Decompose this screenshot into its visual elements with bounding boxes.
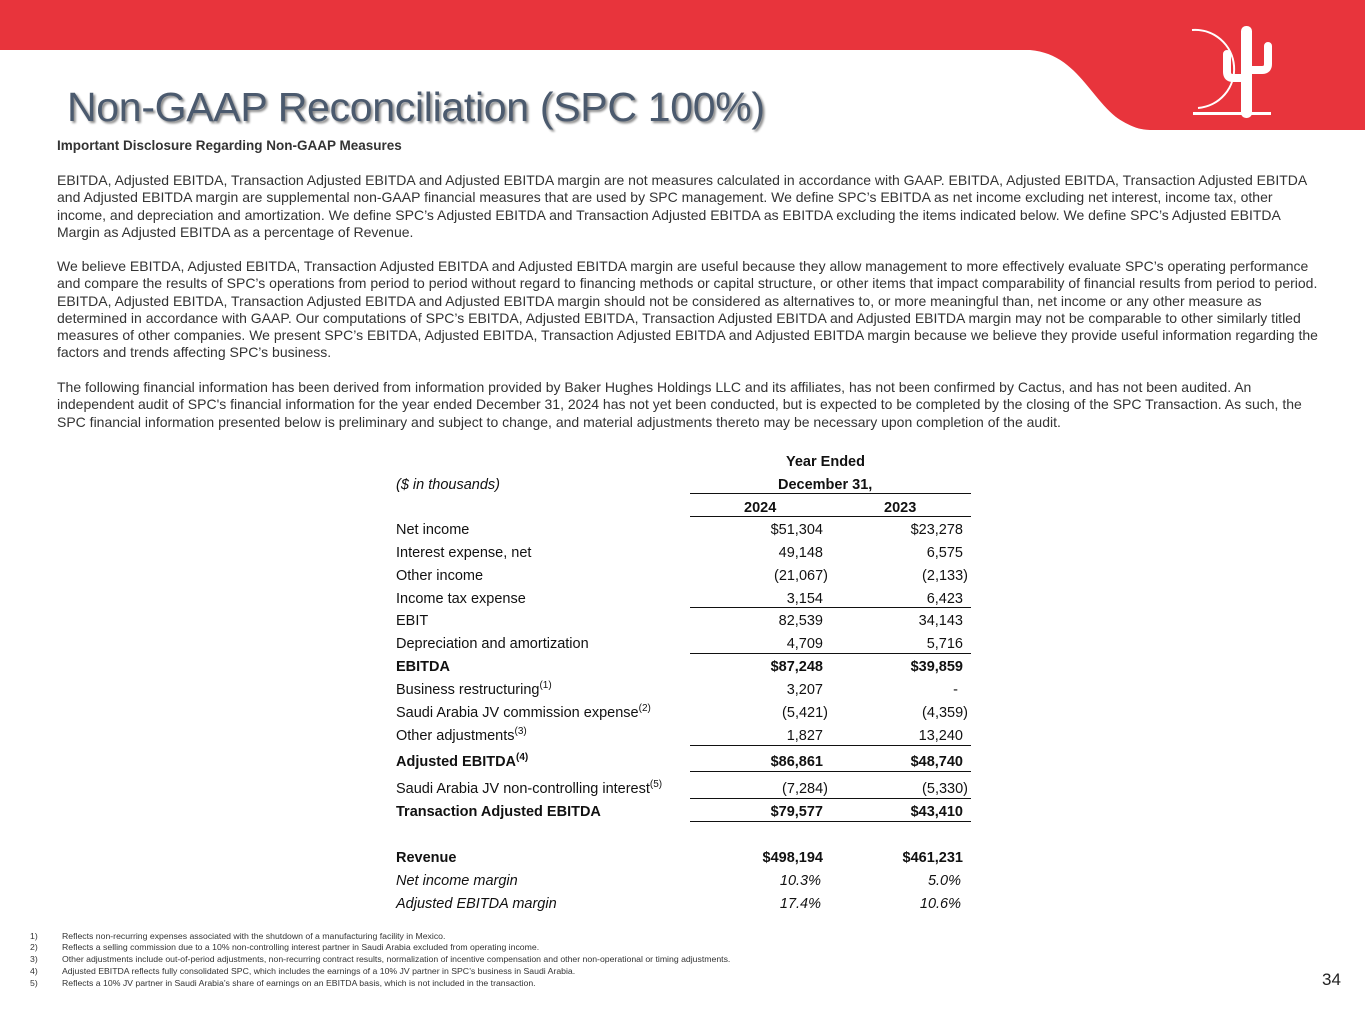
disclosure-heading: Important Disclosure Regarding Non-GAAP Measures — [57, 138, 402, 153]
row-label: Net income — [396, 522, 470, 538]
row-label-transaction-adjusted-ebitda: Transaction Adjusted EBITDA — [396, 804, 601, 820]
footnote-text: Reflects a 10% JV partner in Saudi Arabia’s share of earnings on an EBITDA basis, which is not included in the transaction. — [62, 978, 536, 988]
cell-2024: $79,577 — [770, 804, 823, 820]
cell-2024: (5,421) — [782, 705, 828, 721]
cell-2023: $461,231 — [902, 850, 963, 866]
cell-2024: 49,148 — [778, 545, 823, 561]
cell-2024: 17.4% — [779, 896, 821, 912]
cell-2024: 4,709 — [786, 636, 823, 652]
cell-2023: (4,359) — [922, 705, 968, 721]
page-title: Non-GAAP Reconciliation (SPC 100%) — [67, 84, 765, 130]
disclosure-paragraph: EBITDA, Adjusted EBITDA, Transaction Adjusted EBITDA and Adjusted EBITDA margin are not measures calculated in accordance with GAAP. EBITDA, Adjusted EBITDA, Transaction Adjusted EBITDA and Adjusted EBITDA margin are supplemental non-GAAP financial measures that are used by SPC management. We define SPC’s EBITDA as net income excluding net interest, income tax, other income, and depreciation and amortization. We define SPC’s Adjusted EBITDA and Transaction Adjusted EBITDA as EBITDA excluding the items indicated below. We define SPC’s Adjusted EBITDA Margin as Adjusted EBITDA as a percentage of Revenue. — [57, 172, 1307, 240]
cell-2023: $39,859 — [910, 659, 963, 675]
footnote-ref: (2) — [638, 703, 651, 714]
row-label: Other income — [396, 568, 484, 584]
cell-2023: (5,330) — [922, 781, 968, 797]
cell-2023: 5,716 — [926, 636, 963, 652]
year-header-2023: 2023 — [884, 500, 917, 516]
cell-2024: 3,154 — [786, 591, 823, 607]
cell-2024: $86,861 — [770, 754, 823, 770]
total-rule — [690, 821, 971, 822]
row-label-ebitda: EBITDA — [396, 659, 450, 675]
units-label: ($ in thousands) — [396, 477, 500, 493]
row-label: Saudi Arabia JV commission expense$^{(2)}$ — [396, 703, 651, 721]
footnote-text: Adjusted EBITDA reflects fully consolidated SPC, which includes the earnings of a 10% JV partner in SPC’s business in Saudi Arabia. — [62, 966, 576, 976]
subtotal-rule — [690, 771, 971, 772]
page-number: 34 — [1322, 970, 1341, 989]
footnote-text: Other adjustments include out-of-period adjustments, non-recurring contract results, normalization of incentive compensation and other non-operational or timing adjustments. — [62, 954, 731, 964]
cell-2024: (21,067) — [773, 568, 828, 584]
footnote-text: Reflects a selling commission due to a 10% non-controlling interest partner in Saudi Arabia excluded from operating income. — [62, 942, 540, 952]
disclosure-paragraph: We believe EBITDA, Adjusted EBITDA, Transaction Adjusted EBITDA and Adjusted EBITDA margin are useful because they allow management to more effectively evaluate SPC’s operating performance and compare the results of SPC’s operations from period to period without regard to financing methods or capital structure, or other items that impact comparability of financial results from period to period. EBITDA, Adjusted EBITDA, Transaction Adjusted EBITDA and Adjusted EBITDA margin should not be considered as alternatives to, or more meaningful than, net income or any other measure as determined in accordance with GAAP. Our computations of SPC’s EBITDA, Adjusted EBITDA, Transaction Adjusted EBITDA and Adjusted EBITDA margin may not be comparable to other similarly titled measures of other companies. We present SPC’s EBITDA, Adjusted EBITDA, Transaction Adjusted EBITDA and Adjusted EBITDA margin because we believe they provide useful information regarding the factors and trends affecting SPC’s business. — [57, 258, 1318, 361]
row-label: EBIT — [396, 613, 429, 629]
cell-2023: 10.6% — [919, 896, 961, 912]
footnote-number: 5) — [30, 978, 38, 988]
cell-2024: (7,284) — [782, 781, 828, 797]
footnote-ref: (1) — [539, 680, 552, 691]
year-header-2024: 2024 — [744, 500, 777, 516]
footnote-ref: (5) — [649, 779, 663, 790]
row-label: Interest expense, net — [396, 545, 532, 561]
cell-2023: 6,575 — [926, 545, 963, 561]
cell-2023: (2,133) — [922, 568, 968, 584]
cell-2023: - — [953, 682, 958, 698]
period-header-line1: Year Ended — [786, 454, 865, 470]
row-label: Other adjustments$^{(3)}$ — [396, 726, 527, 744]
footnote-ref: (4) — [516, 752, 529, 763]
cell-2024: 10.3% — [779, 873, 821, 889]
row-label: Income tax expense — [396, 591, 526, 607]
cell-2024: $498,194 — [762, 850, 823, 866]
subtotal-rule — [690, 745, 971, 746]
header-rule — [690, 493, 971, 494]
footnote-ref: (3) — [514, 726, 527, 737]
row-label: Adjusted EBITDA margin — [396, 896, 557, 912]
row-label: Depreciation and amortization — [396, 636, 589, 652]
footnote-number: 1) — [30, 931, 38, 941]
cell-2024: 3,207 — [786, 682, 823, 698]
footnote-text: Reflects non-recurring expenses associated with the shutdown of a manufacturing facility in Mexico. — [62, 931, 446, 941]
row-label-revenue: Revenue — [396, 850, 457, 866]
disclosure-paragraph: The following financial information has been derived from information provided by Baker Hughes Holdings LLC and its affiliates, has not been confirmed by Cactus, and has not been audited. An independent audit of SPC's financial information for the year ended December 31, 2024 has not yet been conducted, but is expected to be completed by the closing of the SPC Transaction. As such, the SPC financial information presented below is preliminary and subject to change, and material adjustments thereto may be necessary upon completion of the audit. — [57, 379, 1302, 430]
cell-2023: 13,240 — [918, 728, 963, 744]
cell-2023: $43,410 — [910, 804, 963, 820]
row-label: Business restructuring$^{(1)}$ — [396, 680, 552, 698]
cell-2024: 82,539 — [778, 613, 823, 629]
cell-2023: $48,740 — [910, 754, 963, 770]
cell-2024: $51,304 — [770, 522, 823, 538]
cell-2023: 6,423 — [926, 591, 963, 607]
subtotal-rule — [690, 607, 971, 608]
subtotal-rule — [690, 653, 971, 654]
cell-2023: $23,278 — [910, 522, 963, 538]
footnote-number: 2) — [30, 942, 38, 952]
cell-2024: 1,827 — [786, 728, 823, 744]
footnote-number: 4) — [30, 966, 38, 976]
period-header-line2: December 31, — [778, 477, 873, 493]
header-rule — [690, 516, 971, 517]
row-label: Net income margin — [396, 873, 518, 889]
row-label-adjusted-ebitda: Adjusted EBITDA$^{(4)}$ — [396, 752, 529, 770]
cell-2024: $87,248 — [770, 659, 823, 675]
cell-2023: 34,143 — [918, 613, 963, 629]
subtotal-rule — [690, 798, 971, 799]
footnote-number: 3) — [30, 954, 38, 964]
cell-2023: 5.0% — [927, 873, 961, 889]
row-label: Saudi Arabia JV non-controlling interest$^{(5)}$ — [396, 779, 663, 797]
